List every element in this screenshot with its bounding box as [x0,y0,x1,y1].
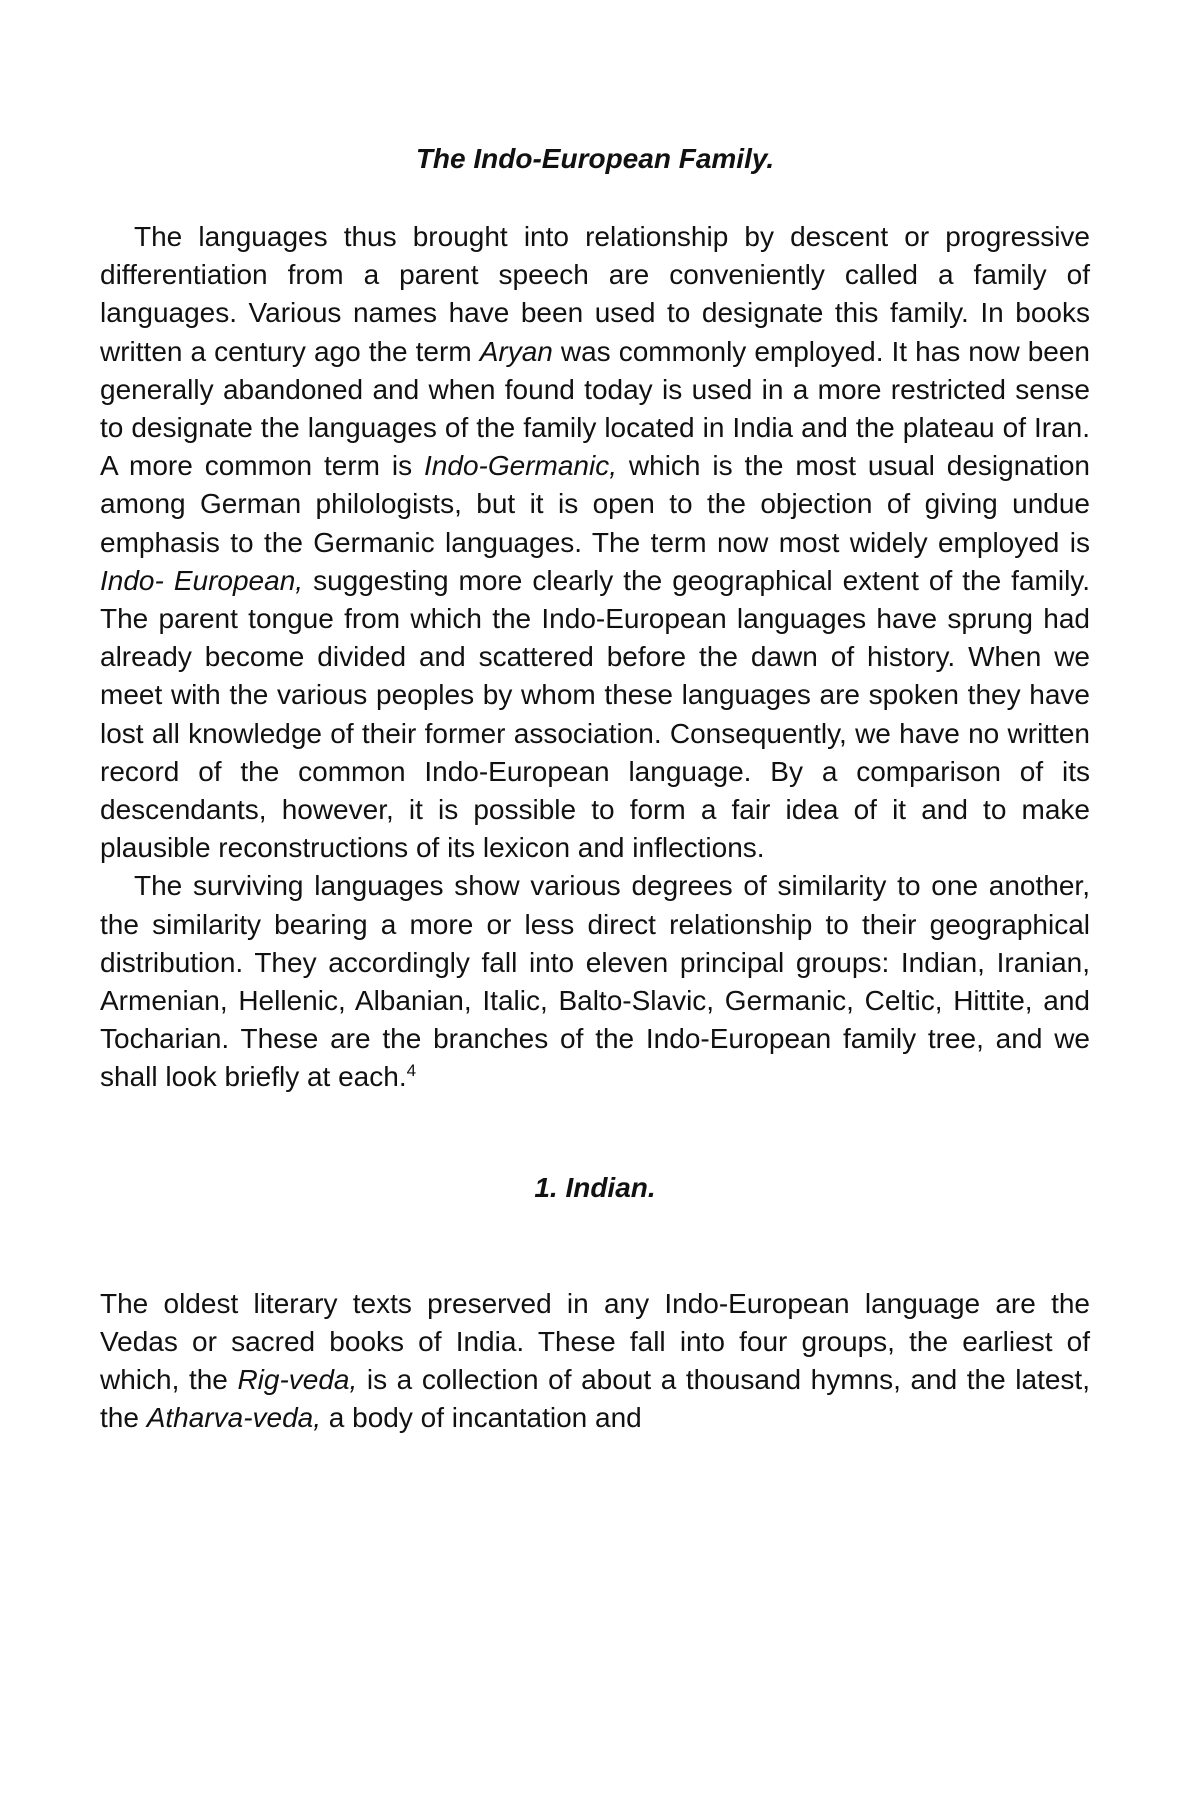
paragraph-text: is a collection of about a thousand hymns, and the latest, the [100,1364,1090,1434]
paragraph-family-names [100,218,1090,867]
term-indo-germanic: Indo-Germanic, [424,450,617,482]
paragraph-text: which is the most usual designation among German philologists, but it is open to the objection of giving undue emphasis to the Germanic languages. The term now most widely employed is [100,450,1090,558]
paragraph-text: The languages thus brought into relationship by descent or progressive differentiation from a parent speech are conveniently called a family of languages. Various names have been used to designate this family. In books written a century ago the term [100,221,1090,367]
paragraph-text: The surviving languages show various degrees of similarity to one another, the similarity bearing a more or less direct relationship to their geographical distribution. They accordingly fall into eleven principal groups: Indian, Iranian, Armenian, Hellenic, Albanian, Italic, Balto-Slavic, Germanic, Celtic, Hittite, and Tocharian. These are the branches of the Indo-European family tree, and we shall look briefly at each. [100,870,1090,1093]
page-title: The Indo-European Family. [415,143,775,174]
paragraph-text: a body of incantation and [321,1402,642,1434]
document-page [100,140,1090,1437]
paragraph-vedas [100,1285,1090,1438]
paragraph-text: was commonly employed. It has now been generally abandoned and when found today is used in a more restricted sense to designate the languages of the family located in India and the plateau of Iran. A more common term is [100,335,1090,482]
paragraph-branches [100,867,1090,1096]
spacer [100,1097,1090,1169]
section-heading-indian: 1. Indian. [534,1171,656,1203]
paragraph-text: suggesting more clearly the geographical extent of the family. The parent tongue from which the Indo-European languages have sprung had already become divided and scattered before the dawn of history. When we meet with the various peoples by whom these languages are spoken they have lost all knowledge of their former association. Consequently, we have no written record of the common Indo-European language. By a comparison of its descendants, however, it is possible to form a fair idea of it and to make plausible reconstructions of its lexicon and inflections. [100,564,1091,864]
term-aryan: Aryan [479,335,553,367]
term-rig-veda: Rig-veda, [237,1364,358,1396]
footnote-marker[interactable]: 4 [406,1061,417,1081]
spacer [100,178,1090,218]
spacer [100,1207,1090,1285]
term-indo-european: Indo- European, [100,564,304,596]
term-atharva-veda: Atharva-veda, [146,1402,322,1434]
paragraph-text: The oldest literary texts preserved in any Indo-European language are the Vedas or sacred books of India. These fall into four groups, the earliest of which, the [100,1287,1090,1396]
